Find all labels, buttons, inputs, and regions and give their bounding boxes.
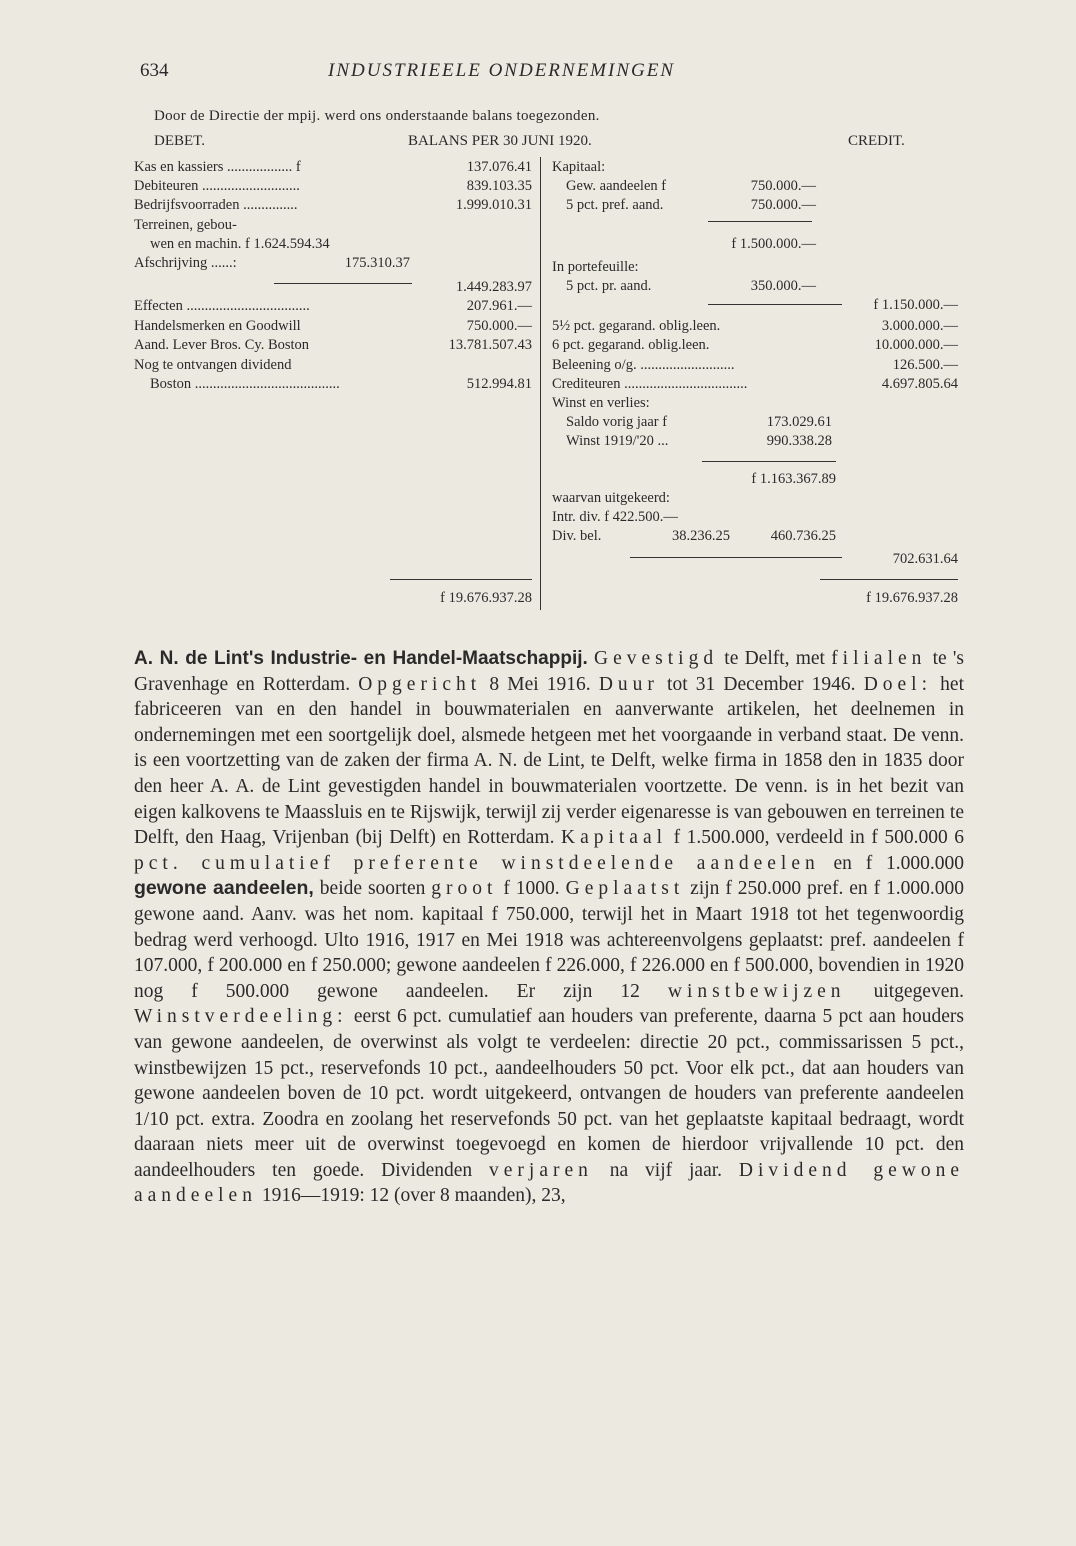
running-title: INDUSTRIEELE ONDERNEMINGEN	[328, 60, 676, 81]
winst-net: 702.631.64	[892, 551, 958, 567]
gewone-aandeelen: gewone aandeelen,	[134, 877, 314, 900]
winst-value: 990.338.28	[766, 433, 832, 449]
kapitaal-total: f 1.500.000.—	[731, 236, 816, 252]
terreinen-label-2: wen en machin. f 1.624.594.34	[150, 236, 330, 252]
oblig-6-label: 6 pct. gegarand. oblig.leen.	[552, 337, 710, 353]
text-span: tot 31 December 1946.	[658, 673, 864, 695]
kapitaal-rule	[708, 221, 812, 222]
saldo-value: 173.029.61	[766, 414, 832, 430]
doel: Doel:	[863, 673, 933, 695]
credit-side	[552, 159, 958, 606]
duur: Duur	[598, 673, 659, 695]
winst-net-rule	[630, 557, 842, 558]
kapitaal-net: f 1.150.000.—	[873, 297, 958, 313]
effecten-label: Effecten ..................................	[134, 298, 310, 314]
port-5pct-value: 350.000.—	[750, 278, 816, 294]
bedrijfsvoorraden-label: Bedrijfsvoorraden ...............	[134, 197, 298, 213]
winst-verlies-total: f 1.163.367.89	[751, 471, 836, 487]
handelsmerken-value: 750.000.—	[466, 318, 532, 334]
preferente-aandeelen: pct. cumulatief preferente winstdeelende aandeelen	[134, 852, 820, 874]
effecten-value: 207.961.—	[466, 298, 532, 314]
intro-line: Door de Directie der mpij. werd ons onderstaande balans toegezonden.	[154, 108, 600, 124]
crediteuren-value: 4.697.805.64	[881, 376, 958, 392]
saldo-label: Saldo vorig jaar f	[566, 414, 668, 430]
text-span: te Delft, met	[718, 648, 832, 669]
kapitaal: Kapitaal	[560, 827, 668, 849]
dividend-gewone-aandeelen: Dividend gewone aandeelen	[134, 1159, 964, 1207]
oblig-6-value: 10.000.000.—	[874, 337, 958, 353]
div-bel-total: 460.736.25	[770, 528, 836, 544]
winstbewijzen: winstbewijzen	[667, 980, 846, 1002]
text-span: na vijf jaar.	[592, 1159, 739, 1181]
netto-value: 1.449.283.97	[455, 279, 532, 295]
waarvan-label: waarvan uitgekeerd:	[552, 490, 670, 506]
text-span: zijn f 250.000 pref. en f 1.000.000 gewone aand. Aanv. was het nom. kapitaal f 750.000, terwijl het in Maart 1918 tot het tegenwoordig bedrag werd verhoogd. Ulto 1916, 1917 en Mei 1918 was achtereenvolgens geplaatst: pref. aandeelen f 107.000, f 200.000 en f 250.000; gewone aandeelen f 226.000, f 226.000 en f 500.000, bovendien in 1920 nog f 500.000 gewone aandeelen. Er zijn 12	[134, 878, 965, 1002]
kas-value: 137.076.41	[466, 159, 532, 175]
text-span: uitgegeven.	[845, 980, 964, 1002]
winst-label: Winst 1919/'20 ...	[566, 433, 669, 449]
oblig-55-value: 3.000.000.—	[881, 318, 958, 334]
afschrijving-label: Afschrijving ......:	[134, 255, 237, 271]
verjaren: verjaren	[489, 1159, 593, 1181]
text-span: het fabriceeren van en den handel in bouwmaterialen en aanverwante artikelen, het deelnemen in ondernemingen met een soortgelijk doel, alsmede hetgeen met het voorgaande in verband staat. De venn. is een voortzetting van de zaken der firma A. N. de Lint, te Delft, welke firma in 1858 den in 1835 door den heer A. A. de Lint gevestigden handel in bouwmaterialen voortzette. De venn. is in het bezit van eigen kalkovens te Maassluis en te Rijswijk, terwijl zij verder eigenaresse is van gebouwen en terreinen te Delft, den Haag, Vrijenban (bij Delft) en Rotterdam.	[134, 673, 964, 849]
description-paragraph	[134, 646, 964, 1209]
div-bel-label: Div. bel.	[552, 528, 602, 544]
debiteuren-value: 839.103.35	[466, 178, 532, 194]
winst-rule	[702, 461, 836, 462]
balance-divider	[540, 157, 541, 610]
balance-title: BALANS PER 30 JUNI 1920.	[408, 133, 592, 149]
bedrijfsvoorraden-value: 1.999.010.31	[455, 197, 532, 213]
text-span: 1916—1919: 12 (over 8 maanden), 23,	[256, 1185, 566, 1207]
text-span: te 's Gravenhage en Rotterdam.	[134, 648, 965, 695]
text-span: 8 Mei 1916.	[481, 673, 599, 695]
beleening-label: Beleening o/g. ..........................	[552, 357, 735, 373]
credit-total: f 19.676.937.28	[866, 590, 958, 606]
intr-div-label: Intr. div. f 422.500.—	[552, 509, 678, 525]
aand-lever-value: 13.781.507.43	[448, 337, 532, 353]
div-bel-value: 38.236.25	[672, 528, 730, 544]
kas-label: Kas en kassiers .................. f	[134, 159, 301, 175]
debit-side	[134, 159, 532, 606]
oblig-55-label: 5½ pct. gegarand. oblig.leen.	[552, 318, 721, 334]
credit-total-rule	[820, 579, 958, 580]
gewone-aand-value: 750.000.—	[750, 178, 816, 194]
opgericht: Opgericht	[358, 673, 482, 695]
gevestigd: Gevestigd	[594, 648, 719, 669]
port-5pct-label: 5 pct. pr. aand.	[566, 278, 652, 294]
text-span: eerst 6 pct. cumulatief aan houders van preferente, daarna 5 pct aan houders van gewone aandeelen, de overwinst als volgt te verdeelen: directie 20 pct., commissarissen 5 pct., winstbewijzen 15 pct., reservefonds 10 pct., aandeelhouders 50 pct. Voor elk pct., dat aan houders van gewone aandeelen boven de 10 pct. wordt uitgekeerd, ontvangen de houders van preferente aandeelen 1/10 pct. extra. Zoodra en zoolang het reservefonds 50 pct. van het geplaatste kapitaal bedraagt, wordt daaraan niets meer uit de overwinst toegevoegd en komen de hierdoor vrijvallende 10 pct. den aandeelhouders ten goede. Dividenden	[134, 1006, 964, 1181]
text-span: beide soorten	[313, 878, 432, 900]
terreinen-label-1: Terreinen, gebou-	[134, 217, 237, 233]
text-span: f 1.500.000, verdeeld in f 500.000 6	[667, 827, 964, 849]
gewone-aand-label: Gew. aandeelen f	[566, 178, 667, 194]
groot: groot	[431, 878, 498, 900]
company-name: A. N. de Lint's Industrie- en Handel-Maatschappij.	[134, 648, 588, 669]
text-span: f 1000.	[497, 878, 566, 900]
crediteuren-label: Crediteuren ..................................	[552, 376, 748, 392]
nog-ontvangen-value: 512.994.81	[466, 376, 532, 392]
pref-aand-label: 5 pct. pref. aand.	[566, 197, 664, 213]
debit-total-rule	[390, 579, 532, 580]
page-number: 634	[140, 60, 169, 81]
handelsmerken-label: Handelsmerken en Goodwill	[134, 318, 301, 334]
winstverdeeling: Winstverdeeling:	[134, 1006, 348, 1028]
kapitaal-label: Kapitaal:	[552, 159, 606, 175]
text-span: en f 1.000.000	[819, 852, 964, 874]
filialen: filialen	[831, 648, 927, 669]
geplaatst: Geplaatst	[565, 878, 685, 900]
debiteuren-label: Debiteuren ...........................	[134, 178, 300, 194]
debit-total: f 19.676.937.28	[440, 590, 532, 606]
aand-lever-label: Aand. Lever Bros. Cy. Boston	[134, 337, 310, 353]
nog-ontvangen-label-2: Boston ........................................	[150, 376, 340, 392]
company-description	[134, 646, 964, 1209]
portefeuille-label: In portefeuille:	[552, 259, 639, 275]
debet-heading: DEBET.	[154, 133, 205, 149]
winst-verlies-label: Winst en verlies:	[552, 395, 650, 411]
credit-heading: CREDIT.	[848, 133, 905, 149]
afschrijving-rule	[274, 283, 412, 284]
pref-aand-value: 750.000.—	[750, 197, 816, 213]
portefeuille-rule	[708, 304, 842, 305]
afschrijving-value: 175.310.37	[344, 255, 410, 271]
beleening-value: 126.500.—	[892, 357, 958, 373]
nog-ontvangen-label-1: Nog te ontvangen dividend	[134, 357, 292, 373]
